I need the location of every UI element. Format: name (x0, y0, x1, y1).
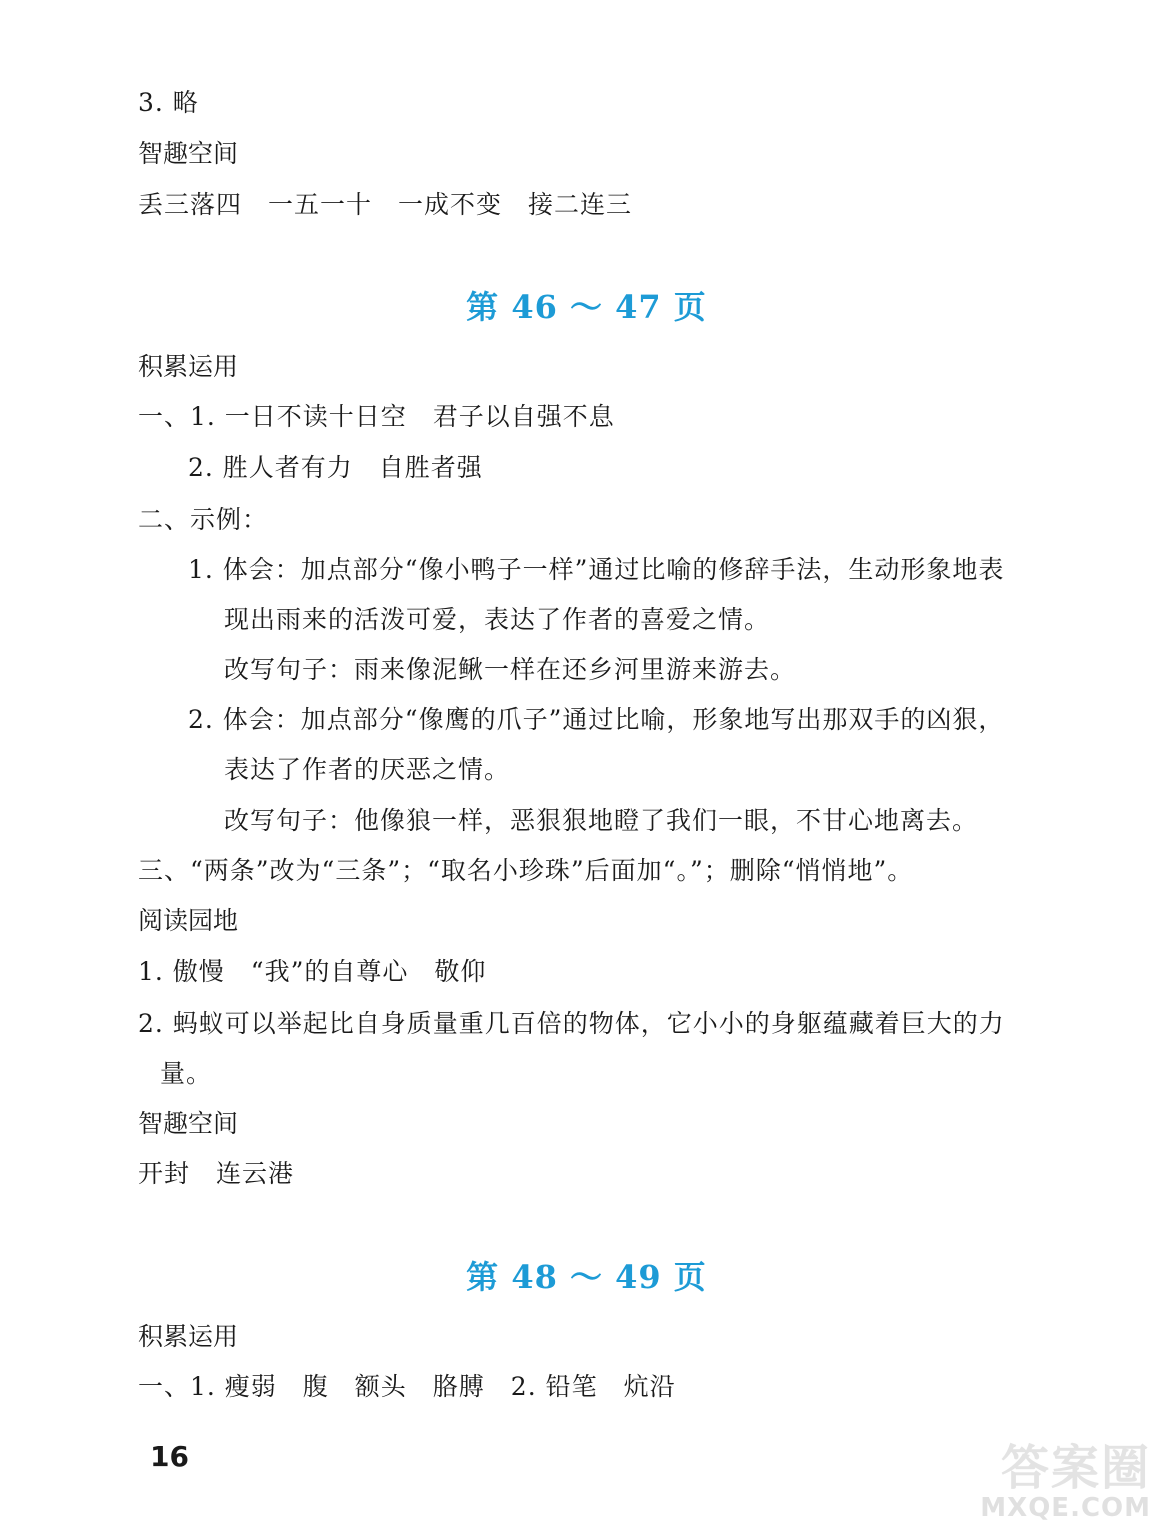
section-heading: 智趣空间 (138, 1109, 239, 1138)
watermark-logo (891, 1442, 1151, 1522)
answer-line: 表达了作者的厌恶之情。 (224, 755, 511, 784)
section-heading: 智趣空间 (138, 139, 239, 168)
answer-line: 2. 胜人者有力 自胜者强 (188, 453, 483, 482)
answer-line: 3. 略 (138, 88, 199, 117)
section-heading: 阅读园地 (138, 906, 239, 935)
answer-line: 改写句子：雨来像泥鳅一样在还乡河里游来游去。 (224, 655, 797, 684)
answer-line: 三、“两条”改为“三条”；“取名小珍珠”后面加“。”；删除“悄悄地”。 (138, 856, 914, 885)
watermark-mark: 答案圈 (1000, 1440, 1151, 1496)
answer-line: 一、1. 一日不读十日空 君子以自强不息 (138, 402, 615, 431)
answer-line: 开封 连云港 (138, 1159, 295, 1188)
answer-line: 丢三落四 一五一十 一成不变 接二连三 (138, 190, 633, 219)
answer-line: 2. 体会：加点部分“像鹰的爪子”通过比喻，形象地写出那双手的凶狠， (188, 705, 1005, 734)
answer-line: 改写句子：他像狼一样，恶狠狠地瞪了我们一眼，不甘心地离去。 (224, 806, 979, 835)
section-heading: 积累运用 (138, 1322, 239, 1351)
page-range-title: 第 46 ～ 47 页 (466, 288, 707, 326)
answer-line: 2. 蚂蚁可以举起比自身质量重几百倍的物体，它小小的身躯蕴藏着巨大的力 (138, 1009, 1005, 1038)
answer-line: 二、示例： (138, 505, 269, 534)
answer-line: 1. 体会：加点部分“像小鸭子一样”通过比喻的修辞手法，生动形象地表 (188, 555, 1005, 584)
answer-line: 1. 傲慢 “我”的自尊心 敬仰 (138, 957, 487, 986)
answer-line: 现出雨来的活泼可爱，表达了作者的喜爱之情。 (224, 605, 771, 634)
answer-line: 量。 (160, 1059, 213, 1088)
section-heading: 积累运用 (138, 352, 239, 381)
page-range-title: 第 48 ～ 49 页 (466, 1258, 707, 1296)
page-number: 16 (150, 1440, 189, 1473)
watermark-url: MXQE.COM (980, 1493, 1151, 1523)
answer-line: 一、1. 瘦弱 腹 额头 胳膊 2. 铅笔 炕沿 (138, 1372, 676, 1401)
